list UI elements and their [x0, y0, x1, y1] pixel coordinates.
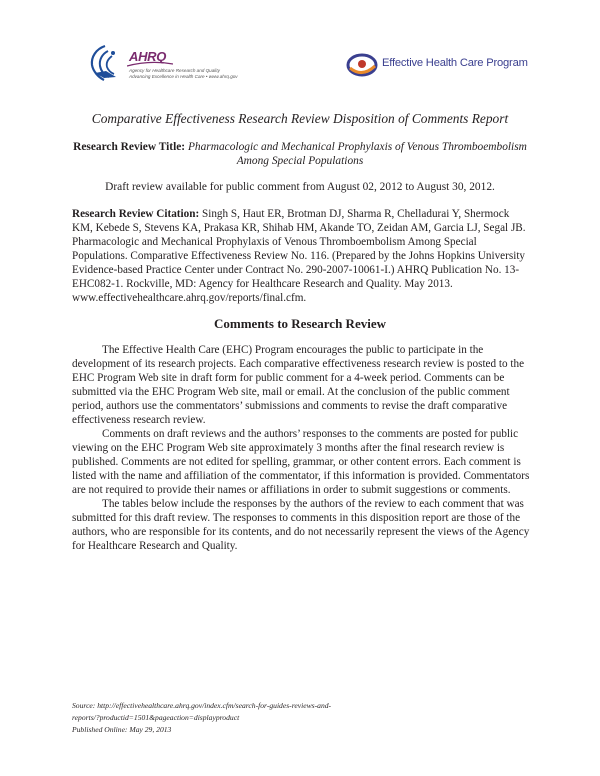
footer-source-line-1: Source: http://effectivehealthcare.ahrq.gov/index.cfm/search-for-guides-reviews-and-: [72, 701, 332, 710]
ehc-program-name: Effective Health Care Program: [382, 57, 528, 69]
paragraph: The tables below include the responses by the authors of the review to each comment that was submitted for this draft review. The responses to comments in this disposition report are those of the authors, who are responsible for its contents, and do not necessarily represent the views of the Agency for Healthcare Research and Quality.: [72, 498, 530, 552]
citation-text: Singh S, Haut ER, Brotman DJ, Sharma R, Chelladurai Y, Shermock KM, Kebede S, Stevens KA, Prakasa KR, Shihab HM, Akande TO, Zeidan AM, Garcia LJ, Segal JB. Pharmacologic and Mechanical Prophylaxis of Venous Thromboembolism Among Special Populations. Comparative Effectiveness Review No. 116. (Prepared by the Johns Hopkins University Evidence-based Practice Center under Contract No. 290-2007-10061-I.) AHRQ Publication No. 13-EHC082-1. Rockville, MD: Agency for Healthcare Research and Quality. May 2013. www.effectivehealthcare.ahrq.gov/reports/final.cfm.: [72, 208, 526, 304]
footer-source-line-2: reports/?productid=1501&pageaction=displayproduct: [72, 713, 240, 722]
ahrq-wordmark: AHRQ: [129, 49, 167, 64]
research-review-title-label: Research Review Title:: [73, 141, 186, 153]
header-logos: [0, 0, 600, 95]
research-review-title-text: Pharmacologic and Mechanical Prophylaxis of Venous Thromboembolism Among Special Populations: [187, 141, 527, 167]
hhs-logo-icon: [86, 43, 124, 83]
ahrq-logo: [127, 49, 247, 83]
ehc-program-logo-icon: [345, 48, 379, 82]
page-footer: [72, 700, 532, 736]
paragraph: The Effective Health Care (EHC) Program encourages the public to participate in the development of its research projects. Each comparative effectiveness research review is posted to the EHC Program Web site in draft form for public comment for a 4-week period. Comments can be submitted via the EHC Program Web site, mail or email. At the conclusion of the public comment period, authors use the commentators’ submissions and comments to revise the draft comparative effectiveness research review.: [72, 344, 525, 426]
ahrq-tagline-2: Advancing Excellence in Health Care • www.ahrq.gov: [129, 74, 238, 79]
comments-section-body: [72, 343, 534, 553]
citation-label: Research Review Citation:: [72, 208, 200, 220]
document-title: Comparative Effectiveness Research Review Disposition of Comments Report: [91, 111, 509, 126]
draft-availability: Draft review available for public comment from August 02, 2012 to August 30, 2012.: [105, 181, 495, 193]
research-review-title: [60, 140, 540, 168]
comments-section-heading: Comments to Research Review: [214, 316, 386, 331]
ahrq-tagline-1: Agency for Healthcare Research and Quality: [129, 68, 220, 73]
research-review-citation: [72, 207, 532, 305]
paragraph: Comments on draft reviews and the authors’ responses to the comments are posted for public viewing on the EHC Program Web site approximately 3 months after the final research review is published. Comments are not edited for spelling, grammar, or other content errors. Each comment is listed with the name and affiliation of the commentator, if this information is provided. Commentators are not required to provide their names or affiliations in order to submit suggestions or comments.: [72, 428, 530, 496]
footer-published-date: Published Online: May 29, 2013: [72, 725, 172, 734]
ahrq-swoosh-icon: [127, 61, 173, 67]
